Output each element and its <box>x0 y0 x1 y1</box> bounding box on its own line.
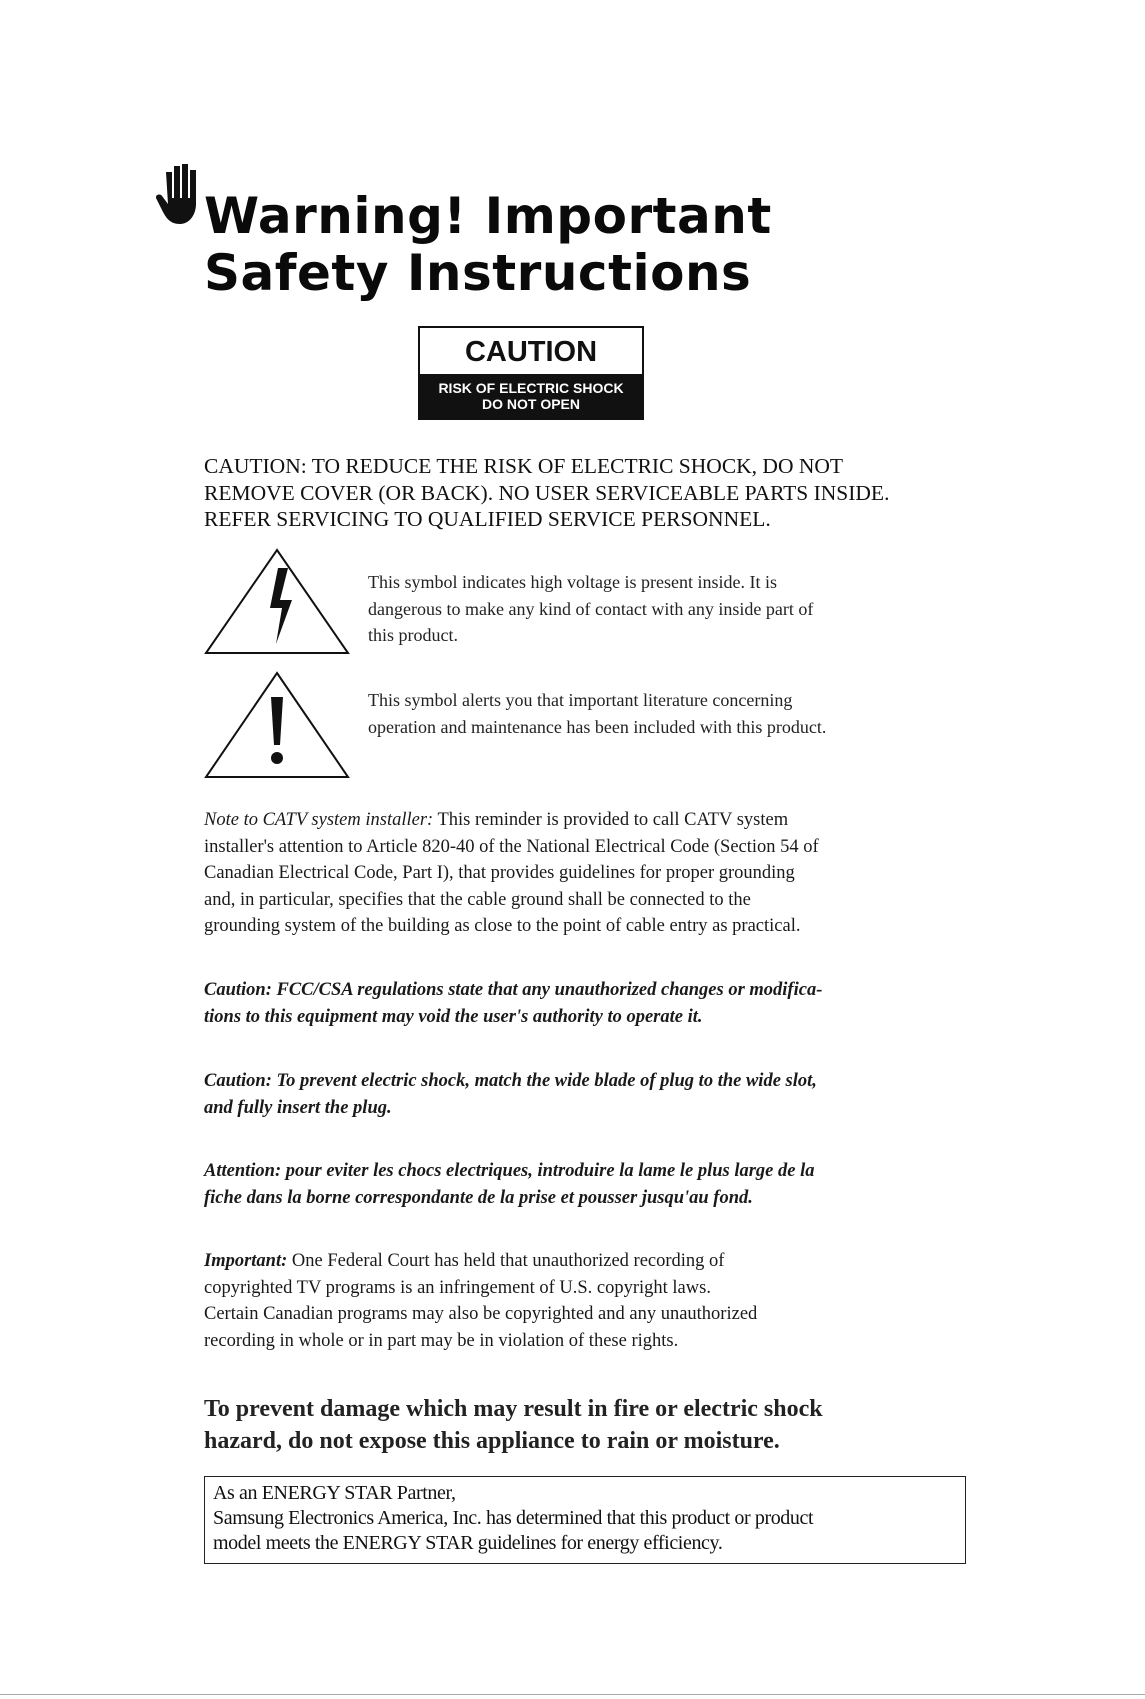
text-span: One Federal Court has held that unauthorized recording of <box>287 1251 725 1271</box>
caution-statement <box>204 453 944 533</box>
fcc-caution <box>204 977 974 1030</box>
text-line: copyrighted TV programs is an infringement of U.S. copyright laws. <box>204 1277 711 1298</box>
text-line: Caution: FCC/CSA regulations state that any unauthorized changes or modifica- <box>204 980 823 1000</box>
caution-label-heading: CAUTION <box>464 336 598 368</box>
title-line-1: Warning! Important <box>204 187 772 245</box>
caution-line: CAUTION: TO REDUCE THE RISK OF ELECTRIC SHOCK, DO NOT <box>204 454 844 478</box>
caution-label <box>418 326 644 420</box>
text-line: and, in particular, specifies that the cable ground shall be connected to the <box>204 889 751 910</box>
text-line: This symbol alerts you that important literature concerning <box>368 690 793 710</box>
attention-symbol-description <box>368 687 988 740</box>
caution-label-warning <box>420 374 642 418</box>
plug-caution-french <box>204 1158 974 1211</box>
page-bottom-divider <box>0 1694 1145 1695</box>
text-line: As an ENERGY STAR Partner, <box>213 1482 456 1504</box>
text-line: fiche dans la borne correspondante de la prise et pousser jusqu'au fond. <box>204 1187 753 1208</box>
copyright-label: Important: <box>204 1251 288 1271</box>
text-line: and fully insert the plug. <box>204 1097 392 1118</box>
text-line: hazard, do not expose this appliance to rain or moisture. <box>204 1428 780 1454</box>
plug-caution-english <box>204 1068 974 1121</box>
text-line: Attention: pour eviter les chocs electriques, introduire la lame le plus large de la <box>204 1161 815 1181</box>
copyright-notice <box>204 1248 974 1354</box>
title-line-2: Safety Instructions <box>204 244 752 302</box>
caution-line: REMOVE COVER (OR BACK). NO USER SERVICEABLE PARTS INSIDE. <box>204 480 890 505</box>
voltage-symbol-description <box>368 569 968 649</box>
hand-stop-icon <box>156 162 202 226</box>
text-line: installer's attention to Article 820-40 of the National Electrical Code (Section 54 of <box>204 836 819 857</box>
exclamation-triangle-icon <box>204 671 350 779</box>
text-line: model meets the ENERGY STAR guidelines for energy efficiency. <box>213 1532 723 1554</box>
text-line: tions to this equipment may void the user's authority to operate it. <box>204 1006 703 1027</box>
high-voltage-triangle-icon <box>204 548 350 655</box>
text-line: dangerous to make any kind of contact with any inside part of <box>368 598 814 619</box>
caution-label-line-1: RISK OF ELECTRIC SHOCK <box>438 380 624 396</box>
text-span: This reminder is provided to call CATV system <box>433 810 789 830</box>
page-title <box>204 188 772 302</box>
text-line: To prevent damage which may result in fire or electric shock <box>204 1396 823 1422</box>
energy-star-box <box>204 1476 966 1564</box>
text-line: This symbol indicates high voltage is present inside. It is <box>368 572 777 592</box>
caution-label-line-2: DO NOT OPEN <box>481 396 580 412</box>
catv-note-label: Note to CATV system installer: <box>204 810 434 830</box>
text-line: this product. <box>368 625 458 645</box>
text-line: grounding system of the building as close to the point of cable entry as practical. <box>204 916 801 936</box>
text-line: Samsung Electronics America, Inc. has determined that this product or product <box>213 1507 814 1529</box>
text-line: Caution: To prevent electric shock, match the wide blade of plug to the wide slot, <box>204 1071 817 1091</box>
text-line: Canadian Electrical Code, Part I), that provides guidelines for proper grounding <box>204 863 795 883</box>
text-line: recording in whole or in part may be in violation of these rights. <box>204 1330 679 1351</box>
catv-note <box>204 807 974 940</box>
rain-moisture-warning <box>204 1393 984 1457</box>
text-line <box>204 807 974 834</box>
caution-line: REFER SERVICING TO QUALIFIED SERVICE PERSONNEL. <box>204 507 771 531</box>
text-line: operation and maintenance has been included with this product. <box>368 716 827 737</box>
text-line: Certain Canadian programs may also be copyrighted and any unauthorized <box>204 1304 758 1324</box>
text-line <box>204 1248 974 1275</box>
